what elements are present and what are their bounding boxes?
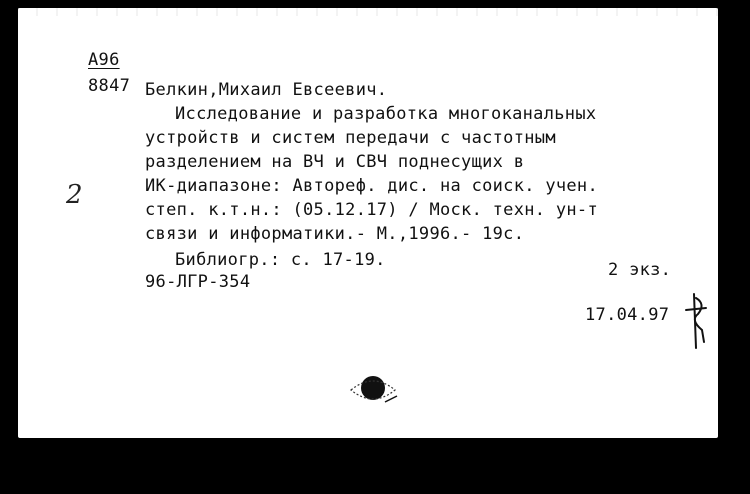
shelf-mark: А96 — [88, 50, 120, 70]
acquisition-code: 96-ЛГР-354 — [145, 272, 251, 292]
card-top-edge — [18, 8, 718, 16]
title-line-2: устройств и систем передачи с частотным — [145, 128, 556, 148]
title-line-6: связи и информатики.- М.,1996.- 19с. — [145, 224, 525, 244]
signature-icon — [676, 290, 716, 350]
date-stamp: 17.04.97 — [585, 305, 670, 325]
bibliography-note: Библиогр.: с. 17-19. — [175, 250, 386, 270]
title-line-1: Исследование и разработка многоканальных — [175, 104, 597, 124]
title-line-5: степ. к.т.н.: (05.12.17) / Моск. техн. ун-т — [145, 200, 598, 220]
title-line-3: разделением на ВЧ и СВЧ поднесущих в — [145, 152, 525, 172]
author-name: Белкин,Михаил Евсеевич. — [145, 80, 388, 100]
copies-count: 2 экз. — [608, 260, 672, 280]
title-line-4: ИК-диапазоне: Автореф. дис. на соиск. учен. — [145, 176, 598, 196]
inventory-number: 8847 — [88, 76, 131, 96]
handwritten-mark: 2 — [66, 180, 83, 210]
punch-hole-icon — [345, 368, 405, 413]
